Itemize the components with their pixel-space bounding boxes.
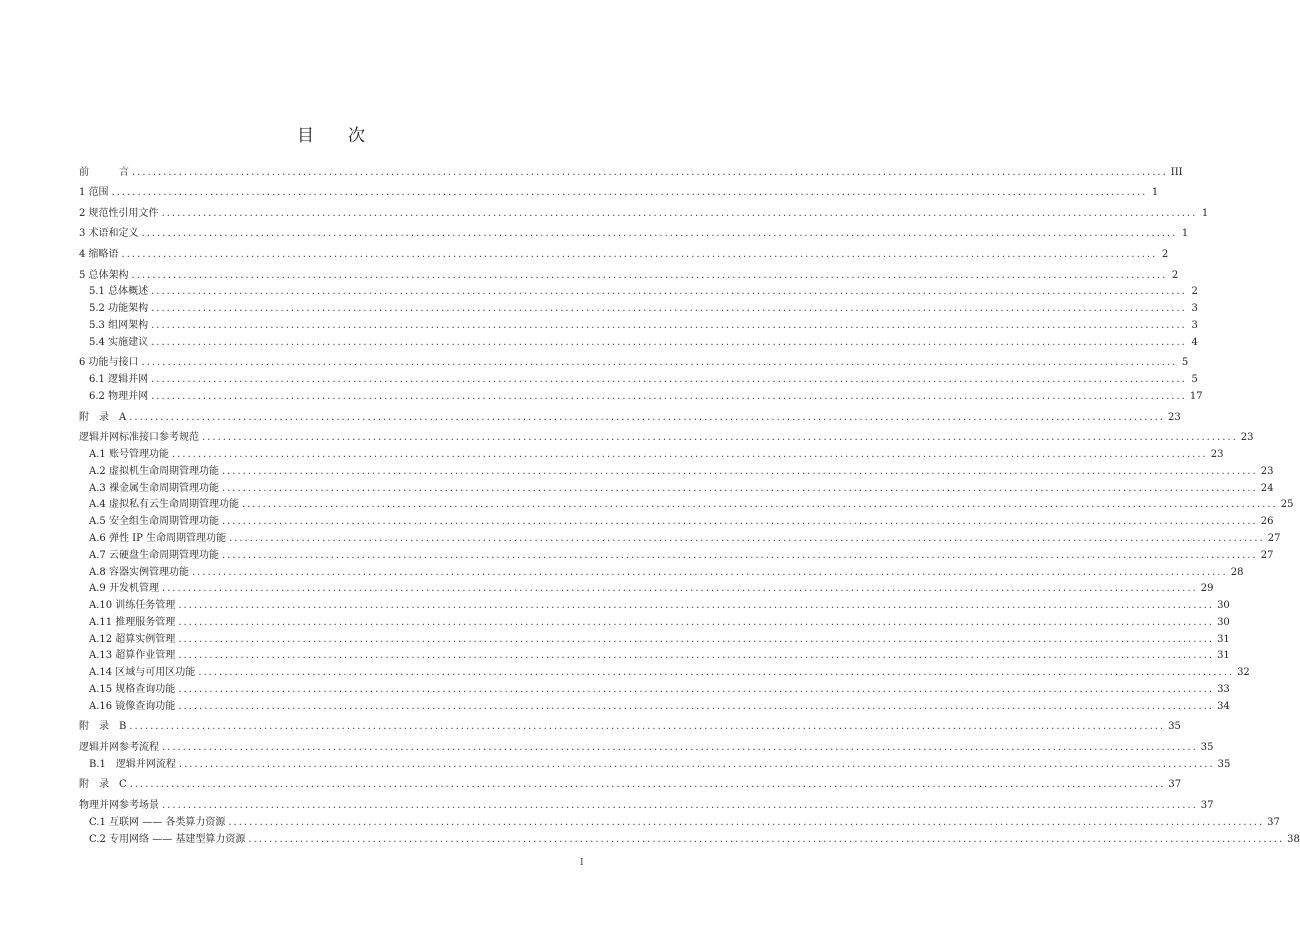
- toc-entry-page: 2: [1161, 248, 1169, 260]
- toc-entry-page: 1: [1151, 187, 1159, 199]
- toc-entry[interactable]: [79, 497, 1294, 514]
- toc-entry[interactable]: [79, 351, 1189, 372]
- toc-entry-label: 6 功能与接口: [79, 357, 139, 369]
- toc-entry-label: 3 术语和定义: [79, 228, 139, 240]
- toc-entry-label: A.6 弹性 IP 生命周期管理功能: [89, 532, 226, 544]
- toc-entry[interactable]: [79, 715, 1181, 736]
- toc-entry[interactable]: [79, 814, 1280, 831]
- toc-entry[interactable]: [79, 181, 1159, 202]
- toc-leader-dots: ........................................................................................................................................................................................................: [162, 800, 1198, 812]
- toc-entry[interactable]: [79, 388, 1203, 405]
- toc-entry-page: 33: [1217, 684, 1230, 696]
- toc-entry[interactable]: [79, 831, 1300, 848]
- toc-entry-page: 32: [1237, 667, 1250, 679]
- toc-entry-label: 5.1 总体概述: [89, 286, 149, 298]
- toc-entry-page: 17: [1189, 390, 1203, 402]
- toc-leader-dots: ........................................................................................................................................................................................................: [151, 286, 1187, 298]
- toc-leader-dots: ........................................................................................................................................................................................................: [151, 390, 1187, 402]
- toc-entry-label: 6.1 逻辑并网: [89, 374, 149, 386]
- toc-leader-dots: ........................................................................................................................................................................................................: [131, 269, 1168, 281]
- toc-entry-page: 27: [1260, 549, 1274, 561]
- toc-entry-page: 29: [1200, 583, 1214, 595]
- toc-entry-label: 附 录 C: [79, 779, 127, 791]
- toc-entry[interactable]: [79, 597, 1230, 614]
- toc-leader-dots: ........................................................................................................................................................................................................: [161, 583, 1198, 595]
- toc-entry[interactable]: [79, 201, 1209, 222]
- toc-leader-dots: ........................................................................................................................................................................................................: [121, 248, 1158, 260]
- toc-leader-dots: ........................................................................................................................................................................................................: [178, 700, 1215, 712]
- toc-entry-page: 25: [1280, 499, 1294, 511]
- toc-entry-label: 5.4 实施建议: [89, 336, 149, 348]
- toc-entry-page: 37: [1200, 800, 1214, 812]
- toc-leader-dots: ........................................................................................................................................................................................................: [132, 166, 1168, 178]
- toc-entry-page: 31: [1217, 633, 1230, 645]
- toc-entry-label: 附 录 A: [79, 411, 127, 423]
- toc-entry[interactable]: [79, 446, 1224, 463]
- title-char-1: 目: [297, 126, 314, 146]
- toc-entry[interactable]: [79, 371, 1198, 388]
- table-of-contents: [79, 160, 1300, 848]
- toc-entry-page: 1: [1201, 207, 1209, 219]
- toc-entry-page: 2: [1191, 286, 1198, 298]
- toc-entry-page: 35: [1200, 742, 1214, 754]
- toc-entry-page: 5: [1191, 374, 1198, 386]
- toc-entry-page: 3: [1191, 303, 1198, 315]
- toc-leader-dots: ........................................................................................................................................................................................................: [198, 667, 1235, 679]
- toc-entry-label: A.16 镜像查询功能: [89, 700, 176, 712]
- toc-leader-dots: ........................................................................................................................................................................................................: [129, 779, 1166, 791]
- toc-entry-label: A.15 规格查询功能: [89, 684, 176, 696]
- toc-entry[interactable]: [79, 463, 1274, 480]
- toc-entry-label: 4 缩略语: [79, 248, 119, 260]
- toc-entry[interactable]: [79, 581, 1214, 598]
- toc-entry-page: 30: [1217, 600, 1230, 612]
- toc-entry-page: III: [1170, 166, 1183, 178]
- toc-entry-page: 5: [1181, 357, 1189, 369]
- toc-leader-dots: ........................................................................................................................................................................................................: [129, 721, 1166, 733]
- toc-entry-label: A.11 推理服务管理: [89, 616, 176, 628]
- toc-leader-dots: ........................................................................................................................................................................................................: [171, 448, 1208, 460]
- toc-entry-page: 31: [1217, 650, 1230, 662]
- toc-entry[interactable]: [79, 648, 1230, 665]
- toc-entry-page: 35: [1168, 721, 1181, 733]
- toc-entry-label: A.12 超算实例管理: [89, 633, 176, 645]
- toc-entry-page: 34: [1217, 700, 1230, 712]
- title-char-2: 次: [348, 126, 365, 146]
- toc-leader-dots: ........................................................................................................................................................................................................: [151, 303, 1187, 315]
- toc-entry-label: C.2 专用网络 —— 基建型算力资源: [89, 833, 246, 845]
- toc-entry[interactable]: [79, 631, 1230, 648]
- toc-leader-dots: ........................................................................................................................................................................................................: [248, 833, 1285, 845]
- toc-entry-label: 逻辑并网标准接口参考规范: [79, 432, 199, 444]
- toc-entry[interactable]: [79, 681, 1230, 698]
- toc-entry-page: 35: [1217, 758, 1231, 770]
- toc-entry-page: 38: [1287, 833, 1300, 845]
- toc-entry-label: A.1 账号管理功能: [89, 448, 169, 460]
- toc-entry-page: 30: [1217, 616, 1230, 628]
- toc-entry[interactable]: [79, 405, 1181, 426]
- toc-entry[interactable]: [79, 773, 1182, 794]
- toc-leader-dots: ........................................................................................................................................................................................................: [221, 516, 1258, 528]
- toc-entry-page: 28: [1230, 566, 1244, 578]
- toc-leader-dots: ........................................................................................................................................................................................................: [191, 566, 1228, 578]
- toc-entry-page: 1: [1181, 228, 1189, 240]
- toc-leader-dots: ........................................................................................................................................................................................................: [151, 374, 1187, 386]
- toc-leader-dots: ........................................................................................................................................................................................................: [161, 207, 1198, 219]
- toc-leader-dots: ........................................................................................................................................................................................................: [221, 465, 1258, 477]
- toc-entry[interactable]: [79, 564, 1244, 581]
- toc-leader-dots: ........................................................................................................................................................................................................: [111, 187, 1148, 199]
- toc-entry-label: 5.3 组网架构: [89, 319, 149, 331]
- toc-entry-label: A.2 虚拟机生命周期管理功能: [89, 465, 219, 477]
- toc-entry-label: 物理并网参考场景: [79, 800, 159, 812]
- toc-entry-page: 2: [1171, 269, 1179, 281]
- toc-entry[interactable]: [79, 614, 1230, 631]
- toc-entry-label: 6.2 物理并网: [89, 390, 149, 402]
- toc-leader-dots: ........................................................................................................................................................................................................: [151, 336, 1187, 348]
- toc-entry-label: 5.2 功能架构: [89, 303, 149, 315]
- toc-leader-dots: ........................................................................................................................................................................................................: [151, 319, 1187, 331]
- toc-entry[interactable]: [79, 284, 1198, 301]
- toc-entry-label: 逻辑并网参考流程: [79, 742, 159, 754]
- toc-entry[interactable]: [79, 317, 1198, 334]
- toc-entry-label: 附 录 B: [79, 721, 127, 733]
- toc-leader-dots: ........................................................................................................................................................................................................: [221, 549, 1258, 561]
- toc-entry[interactable]: [79, 547, 1274, 564]
- toc-entry-label: A.13 超算作业管理: [89, 650, 176, 662]
- toc-entry-label: A.9 开发机管理: [89, 583, 159, 595]
- toc-leader-dots: ........................................................................................................................................................................................................: [141, 228, 1178, 240]
- toc-entry[interactable]: [79, 756, 1231, 773]
- toc-entry-label: A.14 区域与可用区功能: [89, 667, 196, 679]
- toc-entry-label: A.10 训练任务管理: [89, 600, 176, 612]
- toc-entry-label: A.4 虚拟私有云生命周期管理功能: [89, 499, 239, 511]
- toc-leader-dots: ........................................................................................................................................................................................................: [178, 616, 1215, 628]
- toc-entry-page: 23: [1210, 448, 1224, 460]
- toc-leader-dots: ........................................................................................................................................................................................................: [221, 482, 1258, 494]
- toc-leader-dots: ........................................................................................................................................................................................................: [178, 600, 1215, 612]
- toc-entry[interactable]: [79, 426, 1254, 447]
- toc-leader-dots: ........................................................................................................................................................................................................: [141, 357, 1178, 369]
- toc-entry[interactable]: [79, 664, 1250, 681]
- toc-entry[interactable]: [79, 735, 1214, 756]
- toc-leader-dots: ........................................................................................................................................................................................................: [228, 816, 1265, 828]
- toc-entry[interactable]: [79, 242, 1169, 263]
- toc-entry-label: 前 言: [79, 166, 129, 178]
- toc-entry[interactable]: [79, 300, 1198, 317]
- toc-leader-dots: ........................................................................................................................................................................................................: [178, 684, 1215, 696]
- toc-entry-label: A.3 裸金属生命周期管理功能: [89, 482, 219, 494]
- toc-entry[interactable]: [79, 160, 1183, 181]
- toc-leader-dots: ........................................................................................................................................................................................................: [241, 499, 1278, 511]
- toc-entry-label: C.1 互联网 —— 各类算力资源: [89, 816, 226, 828]
- toc-entry-page: 26: [1260, 516, 1274, 528]
- toc-entry[interactable]: [79, 263, 1179, 284]
- toc-entry[interactable]: [79, 530, 1281, 547]
- toc-leader-dots: ........................................................................................................................................................................................................: [178, 633, 1215, 645]
- footer-page-number: I: [580, 858, 584, 868]
- toc-entry-page: 24: [1260, 482, 1274, 494]
- toc-entry[interactable]: [79, 480, 1274, 497]
- toc-entry-label: 1 范围: [79, 187, 109, 199]
- toc-entry-label: 5 总体架构: [79, 269, 129, 281]
- toc-leader-dots: ........................................................................................................................................................................................................: [178, 650, 1215, 662]
- toc-entry-page: 27: [1267, 532, 1281, 544]
- page-title: [0, 121, 662, 146]
- toc-entry-label: 2 规范性引用文件: [79, 207, 159, 219]
- toc-entry[interactable]: [79, 334, 1198, 351]
- toc-entry-label: A.7 云硬盘生命周期管理功能: [89, 549, 219, 561]
- toc-entry-page: 4: [1191, 336, 1198, 348]
- toc-entry[interactable]: [79, 513, 1274, 530]
- toc-entry-page: 23: [1167, 411, 1181, 423]
- toc-leader-dots: ........................................................................................................................................................................................................: [129, 411, 1165, 423]
- toc-entry[interactable]: [79, 222, 1189, 243]
- toc-leader-dots: ........................................................................................................................................................................................................: [202, 432, 1238, 444]
- toc-leader-dots: ........................................................................................................................................................................................................: [228, 532, 1265, 544]
- toc-leader-dots: ........................................................................................................................................................................................................: [178, 758, 1215, 770]
- toc-entry[interactable]: [79, 698, 1230, 715]
- toc-entry-page: 23: [1240, 432, 1254, 444]
- toc-entry-page: 23: [1260, 465, 1274, 477]
- toc-entry-label: B.1 逻辑并网流程: [89, 758, 176, 770]
- toc-entry-label: A.5 安全组生命周期管理功能: [89, 516, 219, 528]
- toc-entry-page: 37: [1267, 816, 1280, 828]
- toc-entry-page: 3: [1191, 319, 1198, 331]
- toc-entry[interactable]: [79, 793, 1214, 814]
- toc-leader-dots: ........................................................................................................................................................................................................: [162, 742, 1198, 754]
- toc-entry-label: A.8 容器实例管理功能: [89, 566, 189, 578]
- toc-entry-page: 37: [1168, 779, 1182, 791]
